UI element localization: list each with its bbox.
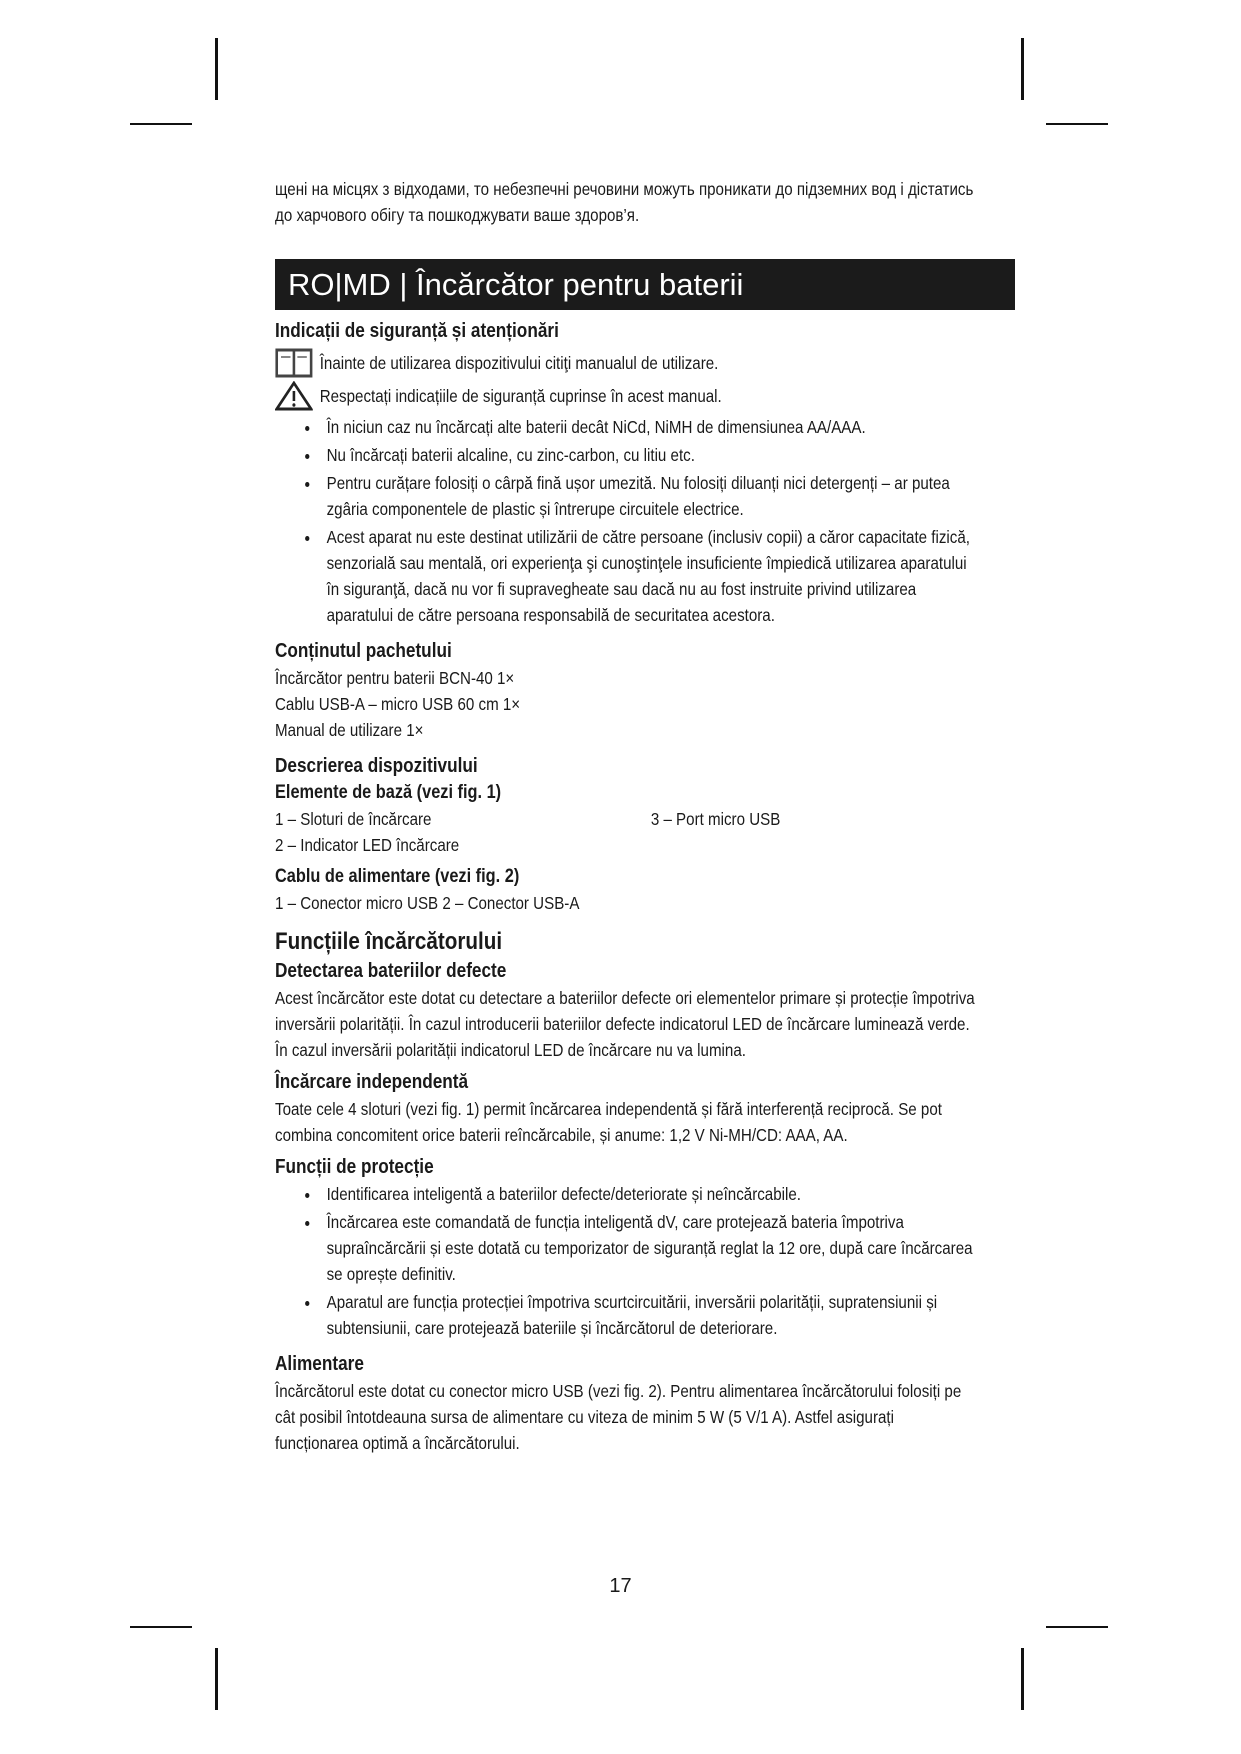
basic-element-2: 2 – Indicator LED încărcare <box>275 835 460 855</box>
list-item: • Acest aparat nu este destinat utilizării de către persoane (inclusiv copii) a căror capacitate fizică, senzorială sau mentală, ori experienţa şi cunoştinţele insuficiente împiedică utilizarea aparatului în siguranţă, dacă nu vor fi supravegheate sau dacă nu au fost instruite privind utilizarea aparatului de către persoana responsabilă de securitatea acestora. <box>320 524 975 628</box>
basic-elements-heading: Elemente de bază (vezi fig. 1) <box>275 782 502 803</box>
crop-mark <box>1046 1626 1108 1628</box>
list-item: • Pentru curățare folosiți o cârpă fină ușor umezită. Nu folosiți diluanți nici detergenți – ar putea zgâria componentele de plastic și întrerupe circuitele electrice. <box>320 470 975 522</box>
safety-heading: Indicații de siguranță și atenționări <box>275 320 559 342</box>
crop-mark <box>215 1648 218 1710</box>
package-heading: Conținutul pachetului <box>275 640 452 662</box>
package-item: Manual de utilizare 1× <box>275 720 424 740</box>
protection-heading: Funcții de protecție <box>275 1156 434 1178</box>
section-banner: RO|MD | Încărcător pentru baterii <box>275 259 1015 310</box>
warning-icon <box>275 381 313 411</box>
cable-heading: Cablu de alimentare (vezi fig. 2) <box>275 866 520 887</box>
description-heading: Descrierea dispozitivului <box>275 755 478 777</box>
main-content <box>275 318 975 1456</box>
list-item: • În niciun caz nu încărcați alte baterii decât NiCd, NiMH de dimensiunea AA/AAA. <box>320 414 975 440</box>
independent-text: Toate cele 4 sloturi (vezi fig. 1) permit încărcarea independentă și fără interferență reciprocă. Se pot combina concomitent orice baterii reîncărcabile, și anume: 1,2 V Ni-MH/CD: AAA, AA. <box>275 1099 942 1145</box>
power-heading: Alimentare <box>275 1353 364 1375</box>
power-text: Încărcătorul este dotat cu conector micro USB (vezi fig. 2). Pentru alimentarea încărcătorului folosiți pe cât posibil întotdeauna sursa de alimentare cu viteza de minim 5 W (5 V/1 A). Astfel asigurați funcționarea optimă a încărcătorului. <box>275 1381 962 1453</box>
package-section <box>275 638 975 743</box>
basic-element-1: 1 – Sloturi de încărcare <box>275 809 432 829</box>
protection-list <box>275 1181 975 1341</box>
warning-note <box>275 381 975 411</box>
page-number: 17 <box>609 1575 632 1597</box>
cable-items: 1 – Conector micro USB 2 – Conector USB-A <box>275 893 580 913</box>
crop-mark <box>130 123 192 125</box>
book-icon <box>275 348 313 378</box>
functions-heading: Funcțiile încărcătorului <box>275 928 503 955</box>
manual-note-text: Înainte de utilizarea dispozitivului citiţi manualul de utilizare. <box>319 353 719 373</box>
crop-mark <box>1021 38 1024 100</box>
intro-block <box>275 176 975 251</box>
list-item: • Nu încărcați baterii alcaline, cu zinc-carbon, cu litiu etc. <box>320 442 975 468</box>
crop-mark <box>215 38 218 100</box>
section-banner-wrap <box>275 259 1002 320</box>
functions-section <box>275 926 975 1341</box>
defect-heading: Detectarea bateriilor defecte <box>275 960 507 982</box>
package-item: Încărcător pentru baterii BCN-40 1× <box>275 668 515 688</box>
list-item: • Identificarea inteligentă a bateriilor defecte/deteriorate și neîncărcabile. <box>320 1181 975 1207</box>
power-section <box>275 1351 975 1456</box>
crop-mark <box>1046 123 1108 125</box>
crop-mark <box>1021 1648 1024 1710</box>
basic-elements-row <box>275 806 975 832</box>
manual-note <box>275 348 975 378</box>
list-item: • Încărcarea este comandată de funcția inteligentă dV, care protejează bateria împotriva supraîncărcării și este dotată cu temporizator de siguranță reglat la 12 ore, după care încărcarea se oprește definitiv. <box>320 1209 975 1287</box>
package-item: Cablu USB-A – micro USB 60 cm 1× <box>275 694 521 714</box>
basic-element-3: 3 – Port micro USB <box>650 809 781 829</box>
safety-list <box>275 414 975 628</box>
list-item: • Aparatul are funcția protecției împotriva scurtcircuitării, inversării polarității, supratensiunii și subtensiunii, care protejează bateriile și încărcătorul de deteriorare. <box>320 1289 975 1341</box>
warning-note-text: Respectați indicațiile de siguranță cuprinse în acest manual. <box>319 386 722 406</box>
intro-text: щені на місцях з відходами, то небезпечні речовини можуть проникати до підземних вод і дістатись до харчового обігу та пошкоджувати ваше здоров’я. <box>275 179 974 225</box>
crop-mark <box>130 1626 192 1628</box>
independent-heading: Încărcare independentă <box>275 1071 469 1093</box>
description-section <box>275 753 975 916</box>
defect-text: Acest încărcător este dotat cu detectare a bateriilor defecte ori elementelor primare și protecție împotriva inversării polarității. În cazul introducerii bateriilor defecte indicatorul LED de încărcare luminează verde. În cazul inversării polarității indicatorul LED de încărcare nu va lumina. <box>275 988 975 1060</box>
